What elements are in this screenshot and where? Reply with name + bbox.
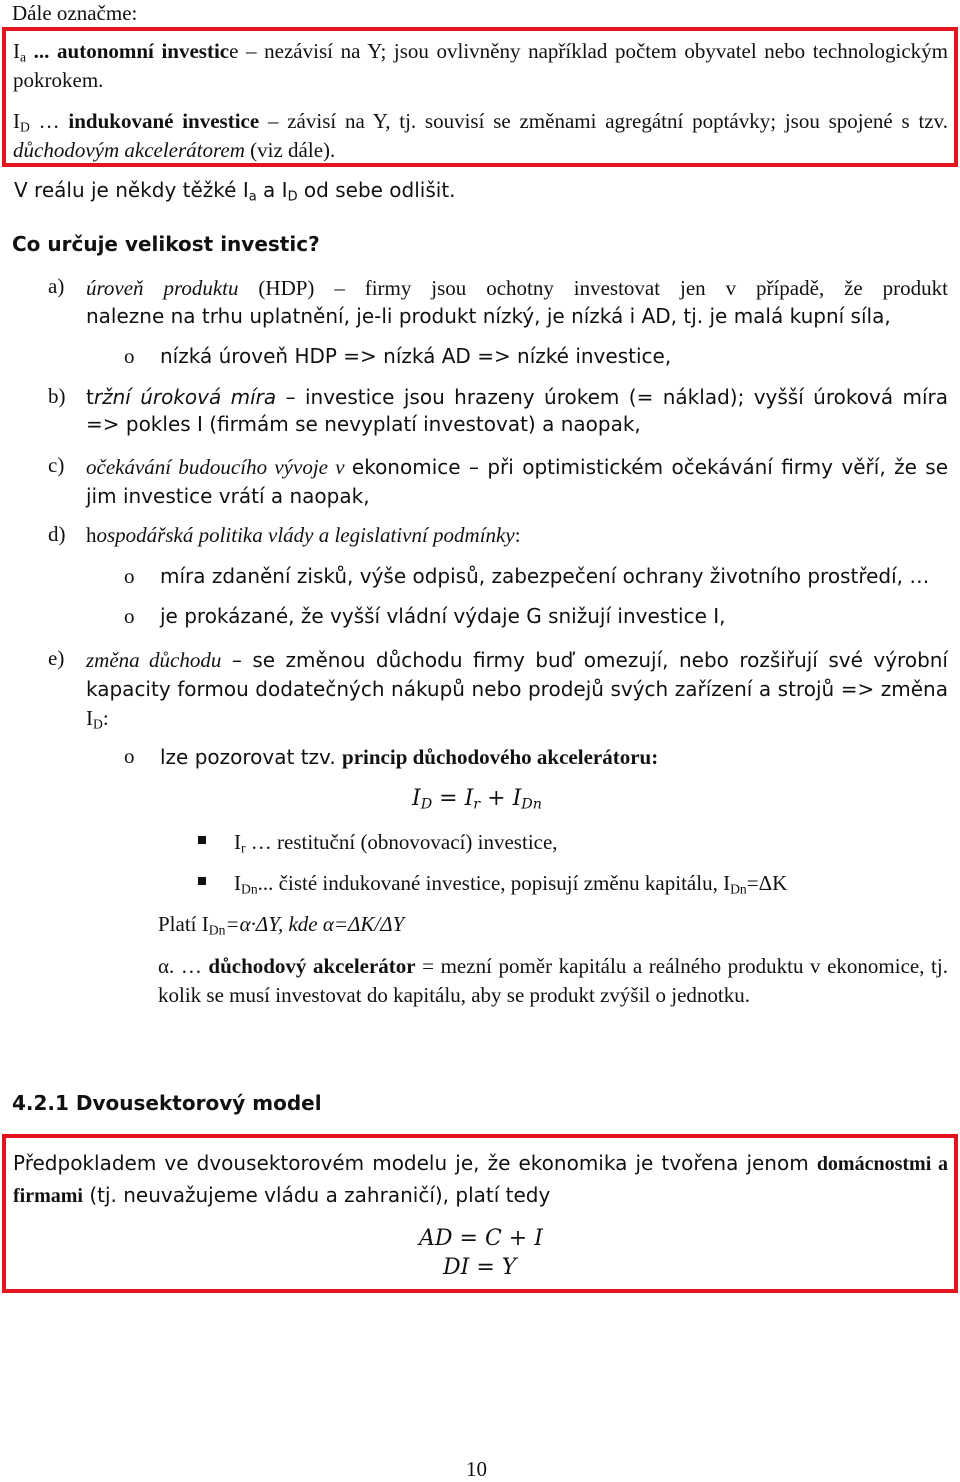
page-number: 10: [466, 1457, 487, 1481]
square-bullet-icon: [198, 836, 206, 844]
model-text: Předpokladem ve dvousektorovém modelu je, že ekonomika je tvořena jenom domácnostmi a firmami (tj. neuvažujeme vládu a zahraničí), platí tedy: [13, 1151, 949, 1207]
item-d-label: d): [48, 522, 66, 546]
note-text: V reálu je někdy těžké $I_a$ a $I_D$ od sebe odlišit.: [14, 178, 456, 205]
item-d-sub-bullet-1: o: [124, 564, 135, 588]
item-c-label: c): [48, 453, 65, 477]
item-c-text: očekávání budoucího vývoje v ekonomice – při optimistickém očekávání firmy věří, že se jim investice vrátí a naopak,: [86, 455, 948, 508]
bullet-ir-text: $I_r$ … restituční (obnovovací) investice,: [234, 830, 558, 856]
item-e-sub-text: lze pozorovat tzv. princip důchodového akcelerátoru:: [160, 745, 659, 769]
question-heading: Co určuje velikost investic?: [12, 232, 320, 256]
item-d-sub-text-1: míra zdanění zisků, výše odpisů, zabezpečení ochrany životního prostředí, …: [160, 564, 930, 588]
item-e-sub-bullet: o: [124, 744, 135, 768]
item-d-sub-text-2: je prokázané, že vyšší vládní výdaje G snižují investice I,: [160, 604, 726, 628]
bullet-idn-text: $I_{Dn}$... čisté indukované investice, popisují změnu kapitálu, $I_{Dn}=\Delta K$: [234, 871, 788, 897]
item-d-sub-bullet-2: o: [124, 604, 135, 628]
item-e-label: e): [48, 646, 65, 670]
item-b-label: b): [48, 384, 66, 408]
item-a-text: úroveň produktu (HDP) – firmy jsou ochotny investovat jen v případě, že produkt nalezne na trhu uplatnění, je-li produkt nízký, je nízká i AD, tj. je malá kupní síla,: [86, 276, 948, 328]
plati-formula: Platí $I_{Dn}=\alpha\cdot\Delta Y$, kde α=ΔK/ΔY: [158, 912, 405, 938]
item-e-text: změna důchodu – se změnou důchodu firmy buď omezují, nebo rozšiřují své výrobní kapacity formou dodatečných nákupů nebo prodejů svých zařízení a strojů => změna $I_D$:: [86, 648, 948, 731]
item-d-text: hospodářská politika vlády a legislativní podmínky:: [86, 523, 521, 547]
item-a-sub-bullet: o: [124, 344, 135, 368]
square-bullet-icon: [198, 877, 206, 885]
def-induced: $I_D$ … indukované investice – závisí na Y, tj. souvisí se změnami agregátní poptávky; jsou spojené s tzv. důchodovým akcelerátorem (viz dále).: [13, 109, 949, 162]
item-a-label: a): [48, 274, 65, 298]
formula-di: DI = Y: [443, 1255, 517, 1280]
formula-ad: AD = C + I: [419, 1226, 543, 1251]
def-autonomous: $I_a$ ... autonomní investice – nezávisí na Y; jsou ovlivněny například počtem obyvatel nebo technologickým pokrokem.: [13, 39, 949, 92]
alpha-definition: α. … důchodový akcelerátor = mezní poměr kapitálu a reálného produktu v ekonomice, tj. kolik se musí investovat do kapitálu, aby se produkt zvýšil o jednotku.: [158, 954, 948, 1007]
item-b-text: tržní úroková míra – investice jsou hrazeny úrokem (= náklad); vyšší úroková míra => pokles I (firmám se nevyplatí investovat) a naopak,: [86, 385, 948, 437]
item-a-sub-text: nízká úroveň HDP => nízká AD => nízké investice,: [160, 344, 672, 368]
intro-text: Dále označme:: [12, 1, 138, 25]
formula-accelerator: $I_D = I_r + I_{Dn}$: [412, 786, 542, 813]
section-heading: 4.2.1 Dvousektorový model: [12, 1091, 322, 1115]
